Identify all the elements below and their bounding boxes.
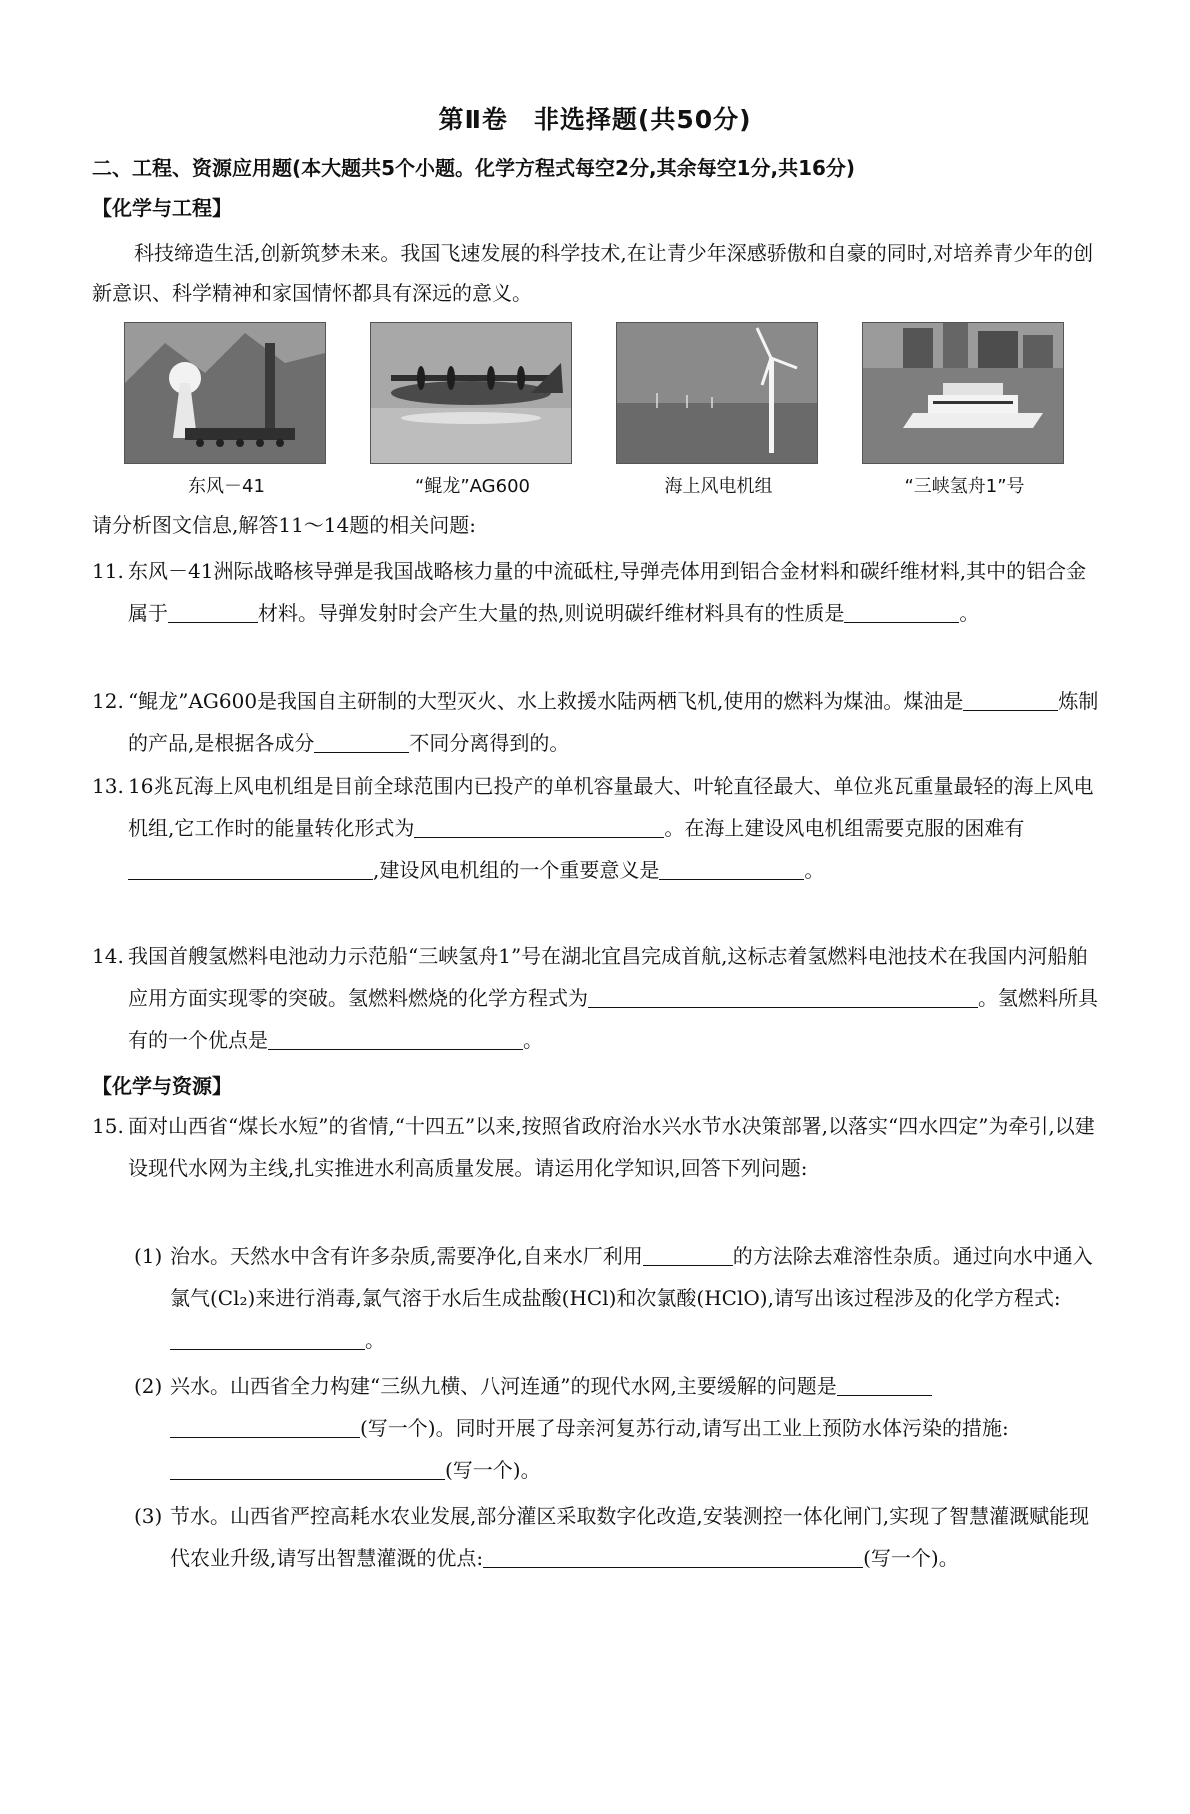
q15-1-blank-1[interactable] (643, 1245, 733, 1266)
seaplane-photo (370, 322, 572, 464)
photo-caption: 东风－41 (188, 476, 265, 497)
photo-caption: “鲲龙”AG600 (415, 476, 530, 497)
q13-text-2: 。在海上建设风电机组需要克服的困难有 (664, 816, 1025, 840)
q11-text-3: 。 (959, 601, 980, 625)
q15-3-blank-1b[interactable] (673, 1547, 863, 1568)
q15-3-text-1: 节水。山西省严控高耗水农业发展,部分灌区采取数字化改造,安装测控一体化闸门,实现了智慧灌溉赋能现代农业升级,请写出智慧灌溉的优点: (170, 1504, 1090, 1570)
question-15-1 (134, 1235, 1102, 1361)
sub-question-number: (1) (134, 1244, 163, 1268)
q11-blank-2[interactable] (844, 602, 959, 623)
q12-blank-2[interactable] (314, 732, 409, 753)
question-15-2 (134, 1365, 1102, 1491)
photo-row (124, 322, 1124, 502)
q15-1-text-2: 的方法除去难溶性杂质。通过向水中通入氯气(Cl₂)来进行消毒,氯气溶于水后生成盐酸(HCl)和次氯酸(HClO),请写出该过程涉及的化学方程式: (170, 1244, 1093, 1310)
q13-text-1: 16兆瓦海上风电机组是目前全球范围内已投产的单机容量最大、叶轮直径最大、单位兆瓦重量最轻的海上风电机组,它工作时的能量转化形式为 (128, 774, 1094, 840)
photo-cell-ship (862, 322, 1067, 498)
intro-paragraph: 科技缔造生活,创新筑梦未来。我国飞速发展的科学技术,在让青少年深感骄傲和自豪的同时,对培养青少年的创新意识、科学精神和家国情怀都具有深远的意义。 (92, 241, 1094, 305)
q14-blank-2[interactable] (268, 1029, 523, 1050)
q15-1-text-3: 。 (365, 1328, 385, 1352)
analysis-prompt: 请分析图文信息,解答11～14题的相关问题: (92, 513, 476, 537)
q11-text-1: 东风－41洲际战略核导弹是我国战略核力量的中流砥柱,导弹壳体用到铝合金材料和碳纤维材料,其中的铝合金属于 (128, 559, 1087, 625)
q14-blank-1[interactable] (588, 987, 723, 1008)
q13-text-3: ,建设风电机组的一个重要意义是 (373, 858, 660, 882)
wind-turbine-photo (616, 322, 818, 464)
question-number: 13. (92, 774, 124, 798)
q13-blank-3[interactable] (659, 859, 804, 880)
question-12 (92, 680, 1102, 764)
question-13 (92, 765, 1102, 891)
q13-blank-1[interactable] (414, 817, 664, 838)
q15-2-blank-2[interactable] (170, 1459, 445, 1480)
q15-2-blank-1[interactable] (837, 1375, 932, 1396)
q12-blank-1[interactable] (963, 690, 1058, 711)
photo-caption: 海上风电机组 (664, 476, 773, 497)
q15-text: 面对山西省“煤长水短”的省情,“十四五”以来,按照省政府治水兴水节水决策部署,以落实“四水四定”为牵引,以建设现代水网为主线,扎实推进水利高质量发展。请运用化学知识,回答下列问题: (128, 1114, 1095, 1180)
q12-text-1: “鲲龙”AG600是我国自主研制的大型灭火、水上救援水陆两栖飞机,使用的燃料为煤油。煤油是 (128, 689, 964, 713)
q15-2-text-3: (写一个)。 (445, 1458, 541, 1482)
question-number: 12. (92, 689, 124, 713)
q13-blank-2[interactable] (128, 859, 373, 880)
section-header: 二、工程、资源应用题(本大题共5个小题。化学方程式每空2分,其余每空1分,共16分) (92, 156, 856, 180)
photo-cell-seaplane (370, 322, 575, 498)
q14-blank-1b[interactable] (723, 987, 978, 1008)
q14-text-3: 。 (523, 1028, 543, 1052)
part2-header: 【化学与资源】 (92, 1074, 232, 1098)
photo-cell-missile (124, 322, 329, 498)
q11-text-2: 材料。导弹发射时会产生大量的热,则说明碳纤维材料具有的性质是 (258, 601, 845, 625)
question-15-3 (134, 1495, 1102, 1579)
q12-text-2: 炼制的产品,是根据各成分 (128, 689, 1099, 755)
q15-2-text-2: (写一个)。同时开展了母亲河复苏行动,请写出工业上预防水体污染的措施: (360, 1416, 1009, 1440)
question-11 (92, 550, 1102, 634)
q15-2-text-1: 兴水。山西省全力构建“三纵九横、八河连通”的现代水网,主要缓解的问题是 (170, 1374, 837, 1398)
sub-question-number: (2) (134, 1374, 163, 1398)
photo-caption: “三峡氢舟1”号 (904, 476, 1025, 497)
q13-text-4: 。 (804, 858, 825, 882)
page-title: 第Ⅱ卷 非选择题(共50分) (438, 105, 752, 134)
question-15 (92, 1105, 1102, 1189)
question-number: 15. (92, 1114, 124, 1138)
q12-text-3: 不同分离得到的。 (409, 731, 570, 755)
q15-3-text-2: (写一个)。 (863, 1546, 959, 1570)
q14-text-2: 。氢燃料所具有的一个优点是 (128, 986, 1098, 1052)
question-number: 11. (92, 559, 124, 583)
missile-launch-photo (124, 322, 326, 464)
q15-1-text-1: 治水。天然水中含有许多杂质,需要净化,自来水厂利用 (170, 1244, 643, 1268)
q15-3-blank-1[interactable] (483, 1547, 673, 1568)
sub-question-number: (3) (134, 1504, 163, 1528)
q14-text-1: 我国首艘氢燃料电池动力示范船“三峡氢舟1”号在湖北宜昌完成首航,这标志着氢燃料电池技术在我国内河船舶应用方面实现零的突破。氢燃料燃烧的化学方程式为 (128, 944, 1088, 1010)
part1-header: 【化学与工程】 (92, 196, 232, 220)
photo-cell-wind (616, 322, 821, 498)
q15-2-blank-1b[interactable] (170, 1417, 360, 1438)
question-14 (92, 935, 1102, 1061)
q11-blank-1[interactable] (168, 602, 258, 623)
hydrogen-ship-photo (862, 322, 1064, 464)
q15-1-blank-2[interactable] (170, 1329, 365, 1350)
question-number: 14. (92, 944, 124, 968)
